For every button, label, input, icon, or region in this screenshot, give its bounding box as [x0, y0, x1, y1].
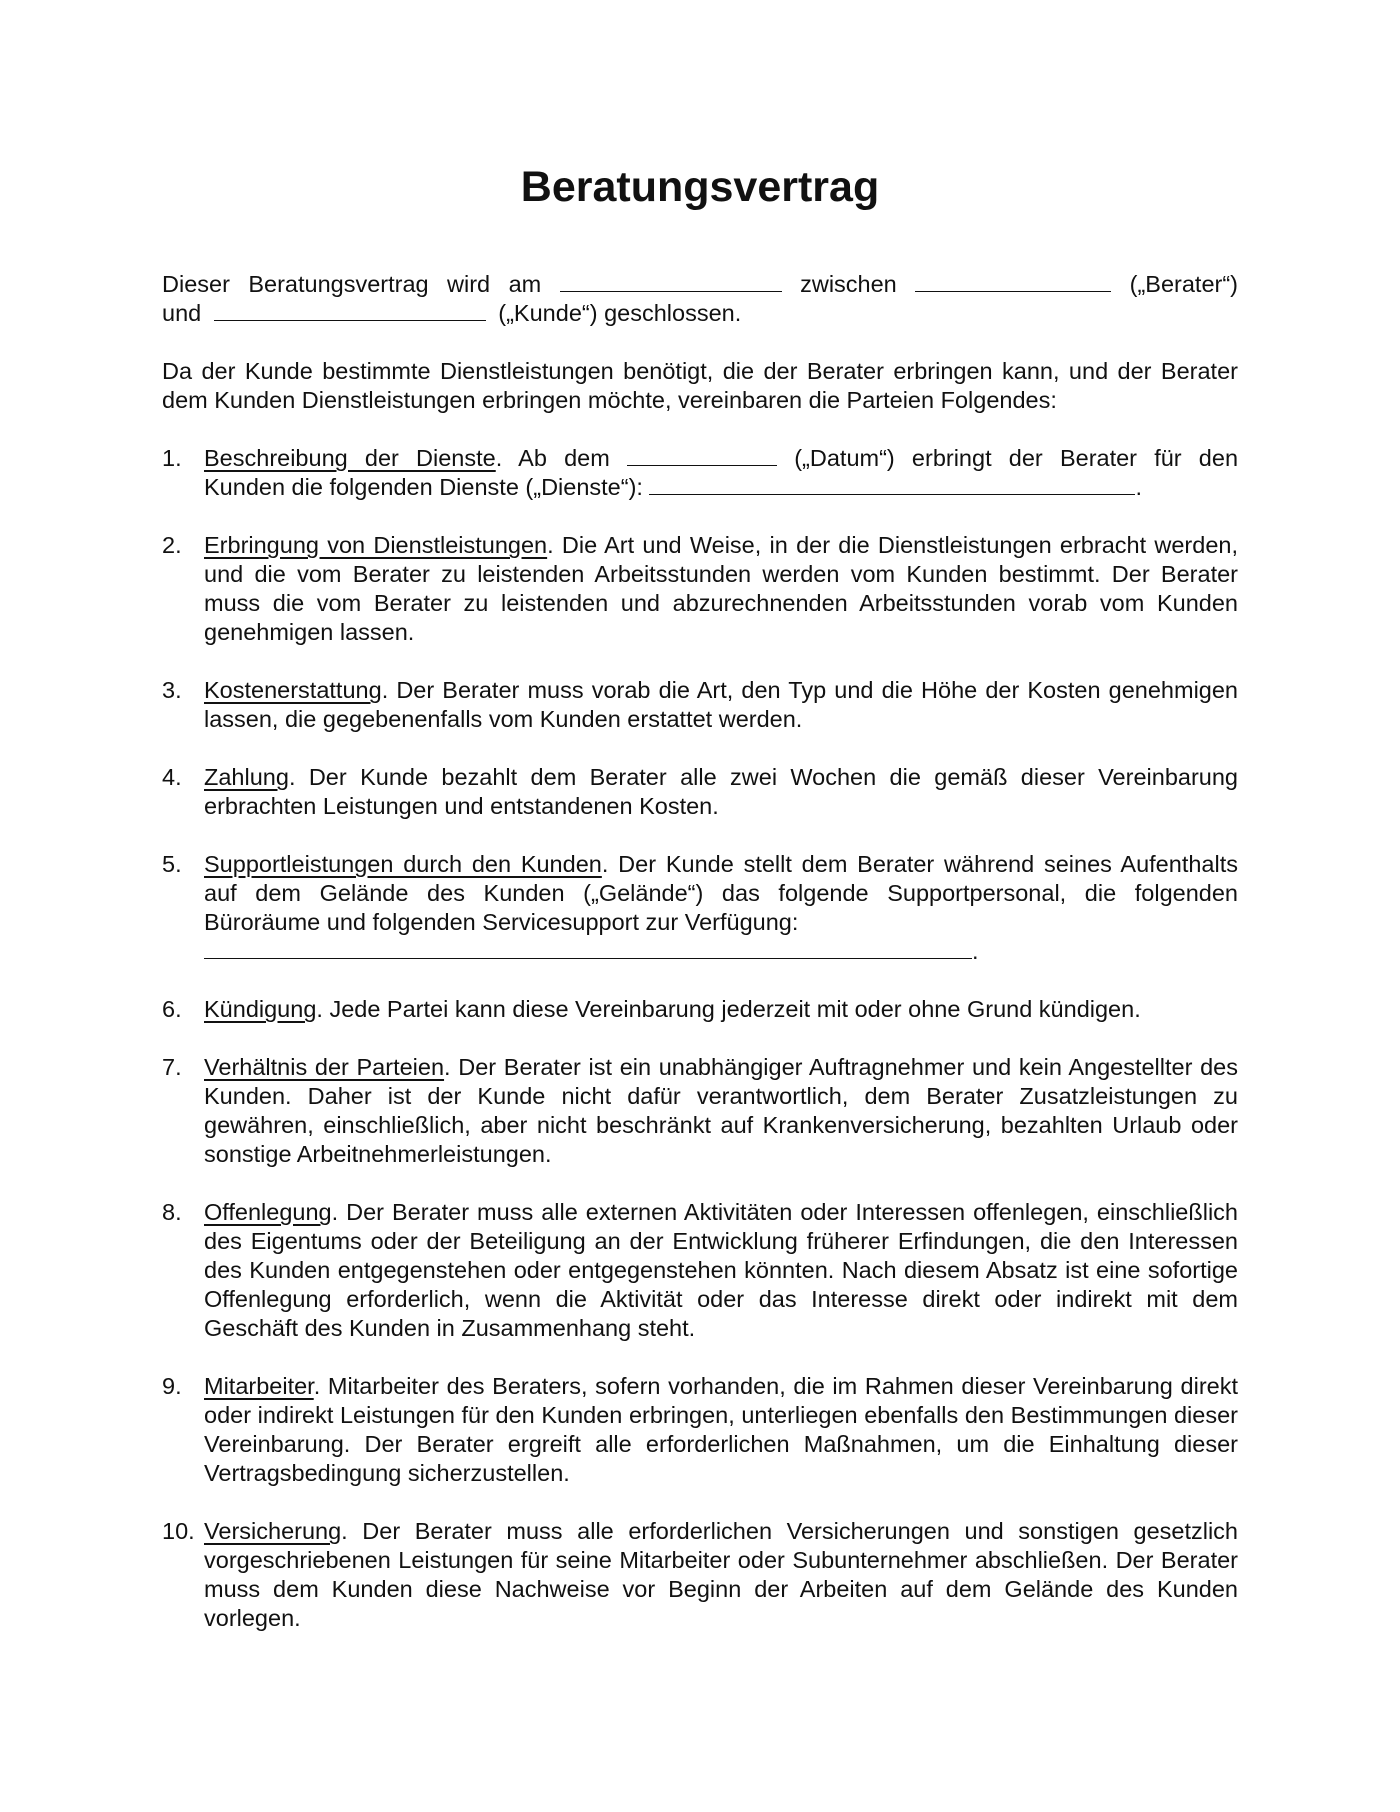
intro-text: Dieser Beratungsvertrag wird am	[162, 271, 542, 297]
support-blank[interactable]	[204, 938, 972, 959]
section-text: .	[1135, 474, 1142, 500]
section-text: . Jede Partei kann diese Vereinbarung jederzeit mit oder ohne Grund kündigen.	[316, 996, 1141, 1022]
section-1-line-1	[204, 444, 1238, 473]
intro-line-2	[162, 299, 1238, 328]
section-number: 10.	[162, 1518, 195, 1544]
section-heading: Beschreibung der Dienste	[204, 445, 496, 471]
section-number: 3.	[162, 677, 182, 703]
section-3	[162, 676, 1238, 734]
section-5	[162, 850, 1238, 966]
section-2	[162, 531, 1238, 647]
section-text: . Der Berater muss alle erforderlichen Versicherungen und sonstigen gesetzlich vorgeschriebenen Leistungen für seine Mitarbeiter oder Subunternehmer abschließen. Der Berater muss dem Kunden diese Nachweise vor Beginn der Arbeiten auf dem Gelände des Kunden vorlegen.	[204, 1518, 1238, 1631]
client-name-blank[interactable]	[214, 300, 486, 321]
section-number: 1.	[162, 445, 182, 471]
intro-text: zwischen	[800, 271, 897, 297]
services-date-blank[interactable]	[627, 445, 777, 466]
section-number: 9.	[162, 1373, 182, 1399]
section-text: („Datum“) erbringt der Berater für den	[794, 445, 1239, 471]
section-text: . Der Kunde bezahlt dem Berater alle zwei Wochen die gemäß dieser Vereinbarung erbrachten Leistungen und entstandenen Kosten.	[204, 764, 1238, 819]
section-number: 7.	[162, 1054, 182, 1080]
section-text: . Der Berater muss alle externen Aktivitäten oder Interessen offenlegen, einschließlich des Eigentums oder der Beteiligung an der Entwicklung früherer Erfindungen, die den Interessen des Kunden entgegenstehen oder entgegenstehen könnten. Nach diesem Absatz ist eine sofortige Offenlegung erforderlich, wenn die Aktivität oder das Interesse direkt oder indirekt mit dem Geschäft des Kunden in Zusammenhang steht.	[204, 1199, 1238, 1341]
section-10	[162, 1517, 1238, 1633]
intro-line-1	[162, 270, 1238, 299]
section-text: . Der Berater muss vorab die Art, den Typ und die Höhe der Kosten genehmigen lassen, die gegebenenfalls vom Kunden erstattet werden.	[204, 677, 1238, 732]
date-blank[interactable]	[560, 271, 782, 292]
section-heading: Kündigung	[204, 996, 317, 1022]
section-4	[162, 763, 1238, 821]
section-heading: Erbringung von Dienstleistungen	[204, 532, 548, 558]
document-title: Beratungsvertrag	[520, 163, 880, 211]
section-text: . Der Berater ist ein unabhängiger Auftragnehmer und kein Angestellter des Kunden. Daher ist der Kunde nicht dafür verantwortlich, dem Berater Zusatzleistungen zu gewähren, einschließlich, aber nicht beschränkt auf Krankenversicherung, bezahlten Urlaub oder sonstige Arbeitnehmerleistungen.	[204, 1054, 1238, 1167]
preamble-paragraph: Da der Kunde bestimmte Dienstleistungen benötigt, die der Berater erbringen kann, und der Berater dem Kunden Dienstleistungen erbringen möchte, vereinbaren die Parteien Folgendes:	[162, 358, 1238, 413]
section-text: Kunden die folgenden Dienste („Dienste“):	[204, 474, 643, 500]
section-number: 2.	[162, 532, 182, 558]
section-text: . Die Art und Weise, in der die Dienstleistungen erbracht werden, und die vom Berater zu leistenden Arbeitsstunden werden vom Kunden bestimmt. Der Berater muss die vom Berater zu leistenden und abzurechnenden Arbeitsstunden vorab vom Kunden genehmigen lassen.	[204, 532, 1238, 645]
section-number: 6.	[162, 996, 182, 1022]
intro-text: („Berater“)	[1129, 271, 1238, 297]
section-7	[162, 1053, 1238, 1169]
section-heading: Verhältnis der Parteien	[204, 1054, 445, 1080]
section-text: . Ab dem	[495, 445, 610, 471]
section-9	[162, 1372, 1238, 1488]
section-1	[162, 444, 1238, 502]
consultant-name-blank[interactable]	[915, 271, 1111, 292]
intro-text: („Kunde“) geschlossen.	[498, 300, 742, 326]
section-text: . Mitarbeiter des Beraters, sofern vorhanden, die im Rahmen dieser Vereinbarung direkt oder indirekt Leistungen für den Kunden erbringen, unterliegen ebenfalls den Bestimmungen dieser Vereinbarung. Der Berater ergreift alle erforderlichen Maßnahmen, um die Einhaltung dieser Vertragsbedingung sicherzustellen.	[204, 1373, 1238, 1486]
section-heading: Kostenerstattung	[204, 677, 382, 703]
intro-paragraph	[162, 270, 1238, 328]
section-number: 5.	[162, 851, 182, 877]
section-5-line-last	[204, 937, 1238, 966]
section-heading: Mitarbeiter	[204, 1373, 314, 1399]
section-1-line-2	[204, 473, 1238, 502]
document-body	[162, 270, 1238, 1662]
section-number: 4.	[162, 764, 182, 790]
services-description-blank[interactable]	[649, 474, 1135, 495]
intro-text: und	[162, 300, 202, 326]
section-text: .	[972, 938, 979, 964]
section-heading: Zahlung	[204, 764, 289, 790]
section-heading: Supportleistungen durch den Kunden	[204, 851, 602, 877]
section-text: . Der Kunde stellt dem Berater während seines Aufenthalts auf dem Gelände des Kunden („Gelände“) das folgende Supportpersonal, die folgenden Büroräume und folgenden Servicesupport zur Verfügung:	[204, 851, 1238, 935]
section-heading: Offenlegung	[204, 1199, 332, 1225]
section-6	[162, 995, 1238, 1024]
section-number: 8.	[162, 1199, 182, 1225]
section-heading: Versicherung	[204, 1518, 342, 1544]
section-8	[162, 1198, 1238, 1343]
